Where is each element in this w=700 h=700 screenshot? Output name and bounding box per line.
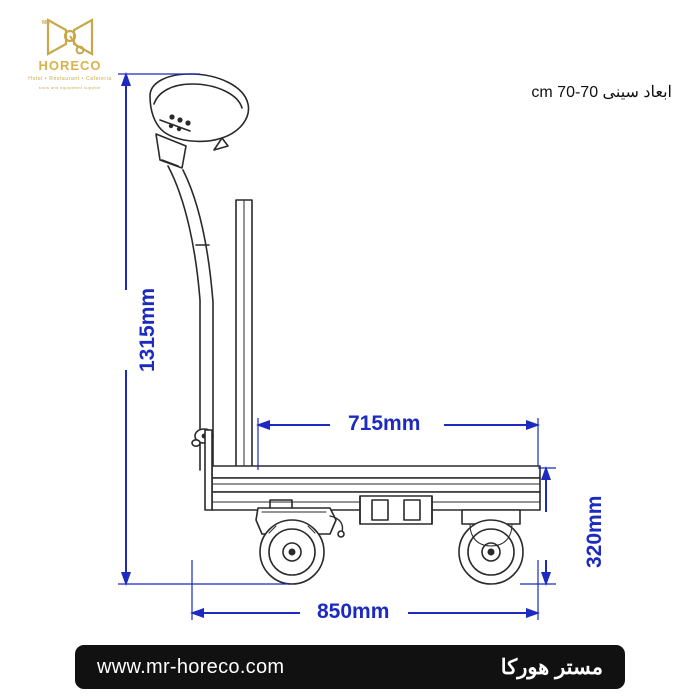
footer-bar <box>75 645 625 689</box>
tray-dimension-note: ابعاد سینی 70-70 cm <box>531 84 672 101</box>
dimension-label-height: 1315mm <box>136 287 159 372</box>
dimension-label-deck-height: 320mm <box>583 495 606 568</box>
handle-column <box>168 166 213 470</box>
front-caster <box>256 500 344 584</box>
center-bracket <box>360 496 432 524</box>
dimension-label-deck-length: 715mm <box>348 412 421 435</box>
deck-platform <box>212 466 540 492</box>
logo-tagline-secondary: tools and equipment supplier <box>38 85 102 90</box>
rear-wheel <box>459 510 523 584</box>
dimension-label-overall-length: 850mm <box>317 600 390 623</box>
footer-brand-name: مستر هورکا <box>500 655 603 679</box>
logo-prefix: MR <box>42 20 50 26</box>
back-rest-panel <box>236 200 252 470</box>
footer-website-url[interactable]: www.mr-horeco.com <box>97 655 285 678</box>
logo-brand: HORECO <box>38 58 102 73</box>
logo-tagline: Hotel • Restaurant • Cafeteria <box>28 76 112 82</box>
